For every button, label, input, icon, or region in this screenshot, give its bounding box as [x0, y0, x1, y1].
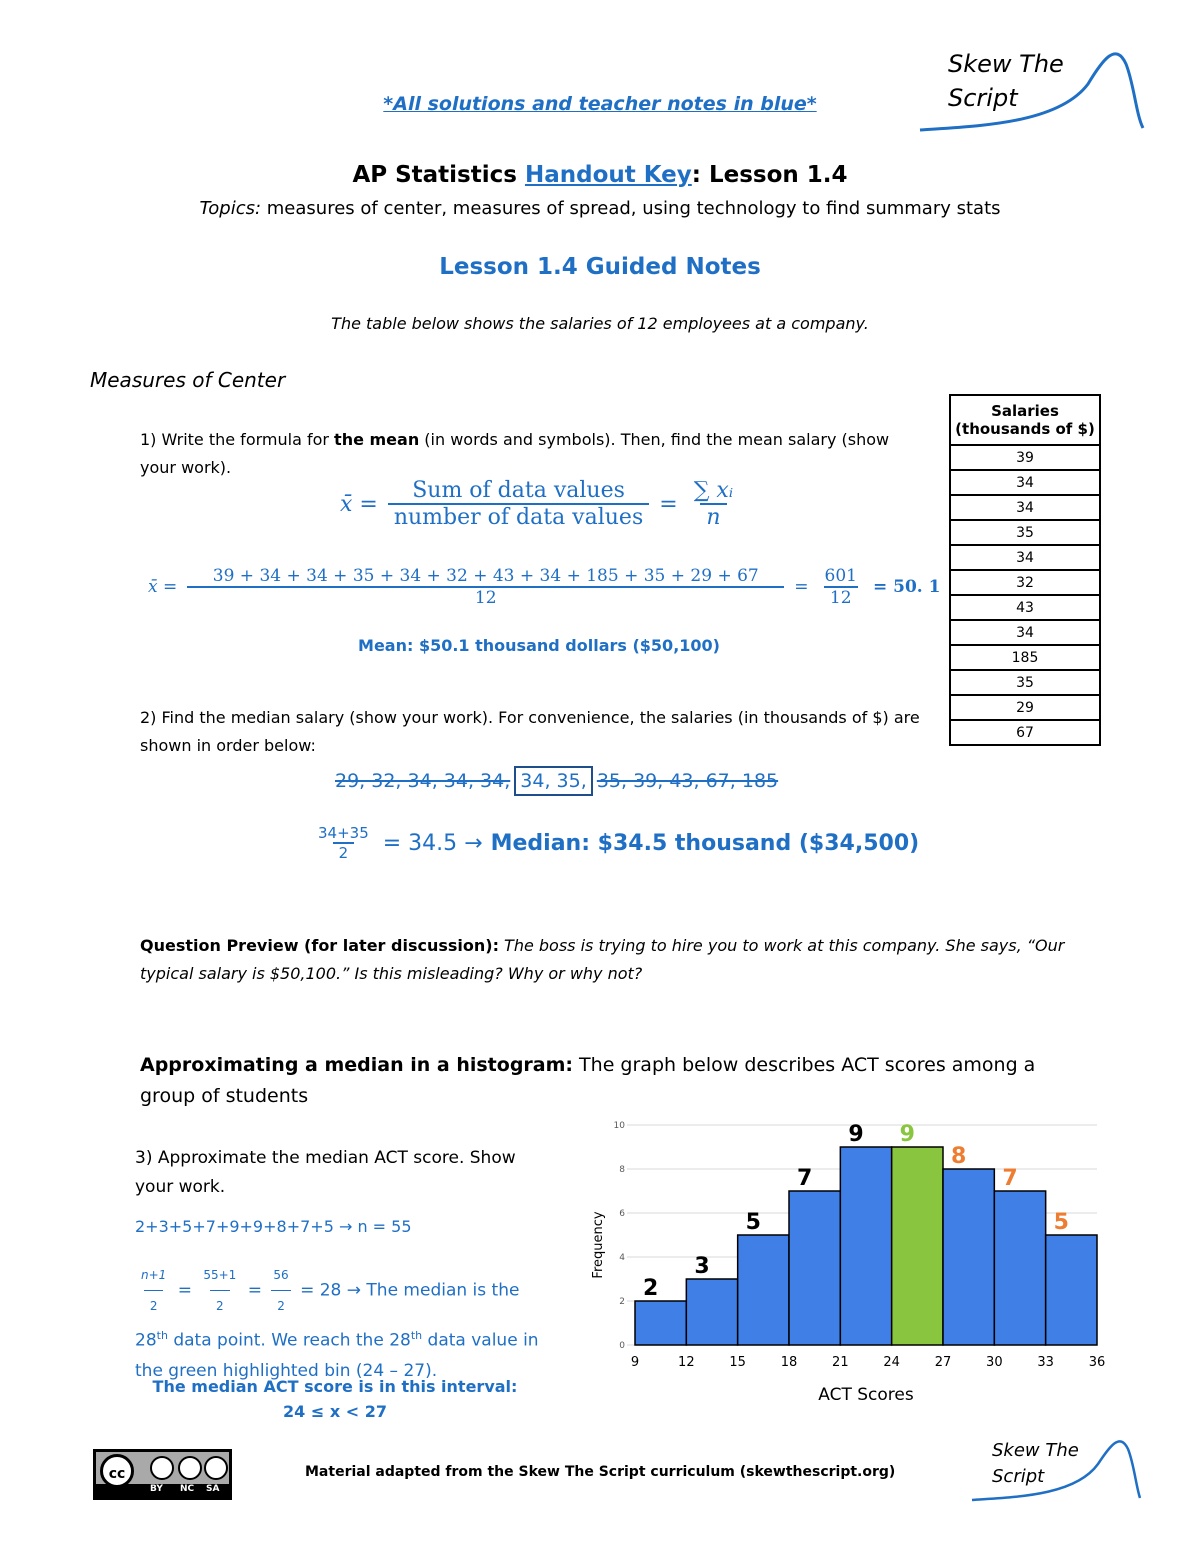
cc-license-badge [93, 1449, 232, 1500]
preview-label: Question Preview (for later discussion): [140, 936, 499, 955]
bar-data-label: 7 [1002, 1166, 1018, 1191]
intro-text: The table below shows the salaries of 12 employees at a company. [331, 314, 869, 333]
ordered-salaries [335, 766, 778, 796]
table-header-row [950, 395, 1100, 445]
bar-data-label: 9 [899, 1122, 915, 1147]
q1-text-a: Write the formula for [156, 430, 335, 449]
position-fraction-2 [197, 1260, 242, 1321]
eq-1: = [177, 1280, 192, 1301]
salary-cell: 34 [950, 620, 1100, 645]
pos-text-a: = 28 → The median is the 28 [135, 1280, 520, 1351]
histogram-bar [789, 1191, 840, 1345]
histogram-bar [892, 1147, 943, 1345]
salary-cell: 39 [950, 445, 1100, 470]
histogram-bar [994, 1191, 1045, 1345]
pos-text-c: data value in the green highlighted bin (24 – 27). [135, 1330, 539, 1381]
salary-cell: 29 [950, 695, 1100, 720]
f1-denominator: 2 [144, 1290, 164, 1321]
table-row [950, 645, 1100, 670]
formula-denominator: number of data values [388, 503, 649, 530]
table-row [950, 470, 1100, 495]
bar-data-label: 7 [797, 1166, 813, 1191]
q2-text: Find the median salary (show your work). For convenience, the salaries (in thousands of $) are shown in order below: [140, 708, 920, 755]
section-title: Lesson 1.4 Guided Notes [439, 254, 761, 280]
sa-label: SA [206, 1484, 220, 1494]
q1-bold: the mean [334, 430, 420, 449]
xbar-symbol: x̄ = [340, 491, 378, 517]
histogram-bar [840, 1147, 891, 1345]
salary-cell: 43 [950, 595, 1100, 620]
table-row [950, 545, 1100, 570]
y-axis-title: Frequency [591, 1211, 606, 1279]
x-tick-label: 24 [883, 1355, 900, 1370]
y-tick-label: 0 [619, 1341, 625, 1351]
sa-icon [204, 1456, 228, 1480]
q1-number: 1) [140, 430, 157, 449]
salary-cell: 67 [950, 720, 1100, 745]
median-fraction [312, 824, 375, 862]
f2-numerator: 55+1 [203, 1268, 237, 1282]
x-tick-label: 12 [678, 1355, 695, 1370]
x-tick-label: 15 [729, 1355, 746, 1370]
n-denominator: n [700, 503, 726, 530]
q2-number: 2) [140, 708, 157, 727]
table-row [950, 720, 1100, 745]
nc-icon [178, 1456, 202, 1480]
x-tick-label: 36 [1088, 1355, 1106, 1370]
sum-fraction [187, 566, 784, 608]
total-numerator: 601 [824, 566, 857, 586]
pos-text-b: data point. We reach the 28 [167, 1330, 411, 1351]
question-3 [135, 1144, 555, 1202]
footer-logo-line2: Script [992, 1466, 1045, 1487]
q3-text: Approximate the median ACT score. Show your work. [135, 1148, 516, 1197]
y-tick-label: 2 [619, 1297, 625, 1307]
x-tick-label: 9 [630, 1355, 640, 1370]
topics-text: measures of center, measures of spread, using technology to find summary stats [261, 198, 1001, 219]
total-denominator: 12 [824, 586, 858, 608]
by-icon [150, 1456, 174, 1480]
bar-data-label: 5 [745, 1210, 761, 1235]
title-prefix: AP Statistics [352, 162, 525, 188]
title-suffix: : Lesson 1.4 [691, 162, 848, 188]
header-logo [918, 44, 1148, 139]
table-header-line2: (thousands of $) [955, 420, 1095, 438]
cc-icon: cc [100, 1454, 134, 1488]
eq-2: = [247, 1280, 262, 1301]
median-position [135, 1260, 555, 1386]
salary-cell: 34 [950, 495, 1100, 520]
bar-data-label: 8 [951, 1144, 967, 1169]
mean-answer: Mean: $50.1 thousand dollars ($50,100) [358, 636, 720, 655]
salary-table [949, 394, 1101, 746]
table-header-line1: Salaries [991, 402, 1059, 420]
table-row [950, 620, 1100, 645]
histogram-bar [1046, 1235, 1097, 1345]
table-row [950, 695, 1100, 720]
bar-data-label: 3 [694, 1254, 710, 1279]
histogram-bar [943, 1169, 994, 1345]
y-tick-label: 10 [613, 1121, 625, 1131]
total-fraction [819, 566, 863, 608]
salary-cell: 35 [950, 520, 1100, 545]
q1-text-b: (in words and symbols). Then, find the mean salary (show your work). [140, 430, 890, 477]
median-interval [135, 1374, 535, 1424]
x-tick-label: 30 [986, 1355, 1003, 1370]
table-row [950, 495, 1100, 520]
median-denominator: 2 [333, 842, 355, 862]
x-tick-label: 21 [832, 1355, 849, 1370]
salary-cell: 32 [950, 570, 1100, 595]
x-tick-label: 27 [934, 1355, 952, 1370]
preview-text: The boss is trying to hire you to work at this company. She says, “Our typical salary is $50,100.” Is this misleading? Why or why not? [140, 936, 1065, 983]
median-answer: Median: $34.5 thousand ($34,500) [490, 830, 920, 856]
page-title [0, 162, 1200, 188]
median-equals: = 34.5 → [382, 830, 483, 856]
y-tick-label: 6 [619, 1209, 625, 1219]
f2-denominator: 2 [210, 1290, 230, 1321]
table-row [950, 670, 1100, 695]
salary-cell: 185 [950, 645, 1100, 670]
y-tick-label: 8 [619, 1165, 625, 1175]
table-header-cell [950, 395, 1100, 445]
y-tick-label: 4 [619, 1253, 625, 1263]
salary-table-body [950, 445, 1100, 745]
x-axis-title: ACT Scores [818, 1385, 914, 1405]
f3-denominator: 2 [271, 1290, 291, 1321]
formula-equals: = [659, 491, 678, 517]
salary-cell: 34 [950, 545, 1100, 570]
topics-label: Topics: [199, 198, 262, 219]
table-row [950, 570, 1100, 595]
th-superscript-1: th [156, 1329, 168, 1342]
mean-result: = 50. 1 [872, 577, 941, 597]
median-calculation [312, 824, 919, 862]
table-row [950, 520, 1100, 545]
interval-value: 24 ≤ x < 27 [283, 1402, 387, 1421]
salary-cell: 34 [950, 470, 1100, 495]
th-superscript-2: th [410, 1329, 423, 1342]
histogram-bar [686, 1279, 737, 1345]
formula-words-fraction [388, 478, 649, 530]
crossed-upper-values: 35, 39, 43, 67, 185 [596, 770, 779, 792]
f3-numerator: 56 [273, 1268, 289, 1282]
frequency-sum: 2+3+5+7+9+9+8+7+5 → n = 55 [135, 1217, 412, 1236]
calc-equals: = [794, 577, 809, 597]
nc-label: NC [180, 1484, 195, 1494]
x-tick-label: 33 [1037, 1355, 1054, 1370]
crossed-lower-values: 29, 32, 34, 34, 34, [335, 770, 511, 792]
bar-data-label: 2 [643, 1276, 659, 1301]
salary-cell: 35 [950, 670, 1100, 695]
formula-numerator: Sum of data values [412, 478, 625, 503]
median-numerator: 34+35 [318, 824, 369, 842]
footer-attribution: Material adapted from the Skew The Script curriculum (skewthescript.org) [305, 1464, 896, 1480]
footer-logo-line1: Skew The [992, 1440, 1079, 1461]
mean-formula [340, 478, 739, 530]
sigma-numerator: ∑ xᵢ [693, 478, 734, 503]
position-fraction-3 [267, 1260, 294, 1321]
handout-key-link[interactable]: Handout Key [524, 162, 692, 188]
bar-data-label: 9 [848, 1122, 864, 1147]
measures-of-center-heading: Measures of Center [90, 368, 286, 392]
table-row [950, 445, 1100, 470]
middle-values-box: 34, 35, [514, 766, 592, 796]
interval-label: The median ACT score is in this interval: [152, 1377, 518, 1396]
bar-data-label: 5 [1053, 1210, 1069, 1235]
question-preview [140, 932, 1080, 988]
histogram-intro-label: Approximating a median in a histogram: [140, 1054, 574, 1076]
x-tick-label: 18 [780, 1355, 798, 1370]
logo-line2: Script [948, 84, 1018, 112]
table-row [950, 595, 1100, 620]
mean-calculation [148, 566, 940, 608]
teacher-notes-banner: *All solutions and teacher notes in blue* [383, 93, 817, 115]
topics-line [0, 198, 1200, 219]
q3-number: 3) [135, 1148, 153, 1168]
logo-line1: Skew The [948, 50, 1064, 78]
histogram-intro-text: The graph below describes ACT scores among a group of students [140, 1054, 1036, 1107]
by-label: BY [150, 1484, 163, 1494]
sum-numerator: 39 + 34 + 34 + 35 + 34 + 32 + 43 + 34 + 185 + 35 + 29 + 67 [212, 566, 759, 586]
act-histogram [580, 1108, 1120, 1418]
position-fraction-1 [135, 1260, 172, 1321]
f1-numerator: n+1 [141, 1268, 167, 1282]
calc-xbar: x̄ = [148, 577, 178, 597]
histogram-bar [635, 1301, 686, 1345]
question-1 [140, 426, 930, 482]
sum-denominator: 12 [187, 586, 784, 608]
formula-symbol-fraction [688, 478, 740, 530]
histogram-bar [738, 1235, 789, 1345]
question-2 [140, 704, 940, 760]
histogram-intro [140, 1050, 1080, 1112]
footer-logo [970, 1434, 1142, 1506]
